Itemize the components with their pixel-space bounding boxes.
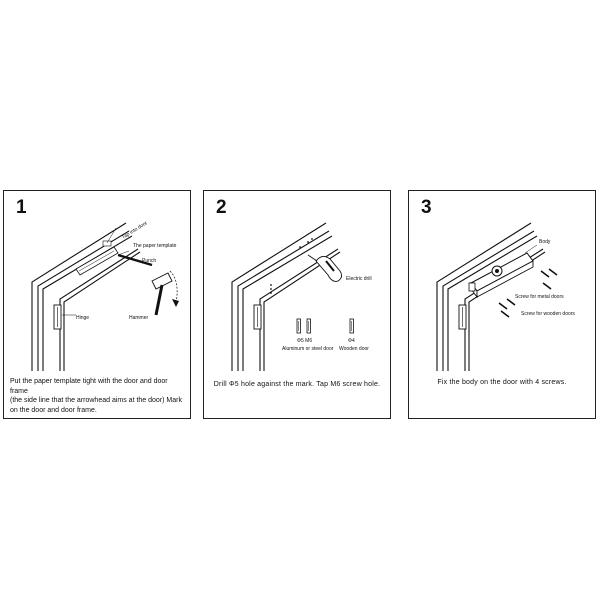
step-2-illustration (204, 191, 390, 371)
step-3-panel (408, 190, 596, 419)
step-number: 3 (421, 197, 432, 218)
step-2-panel (203, 190, 391, 419)
hammer-label: Hammer (129, 315, 149, 321)
metal-spec-label: Φ5 M6 (297, 338, 313, 344)
hinge-label: Hinge (76, 315, 90, 321)
body-label: Body (539, 239, 551, 245)
metal-screw-label: Screw for metal doors (515, 294, 564, 300)
wood-spec-label: Φ4 (348, 338, 355, 344)
tag-label: Tap into door (120, 220, 149, 241)
metal-screw-shape (297, 319, 311, 333)
step-1-panel (3, 190, 191, 419)
caption-line: Put the paper template tight with the door and door frame (10, 378, 168, 395)
closer-body-shape (469, 253, 533, 297)
electric-drill-shape (308, 255, 342, 281)
paper-template-label: The paper template (133, 243, 177, 249)
wood-screw-label: Screw for wooden doors (521, 311, 575, 317)
hammer-shape (152, 271, 179, 315)
metal-door-screws-shape (541, 269, 557, 289)
caption-line: (the side line that the arrowhead aims at the door) Mark (10, 397, 182, 405)
step-number: 2 (216, 197, 227, 218)
wood-door-screws-shape (499, 299, 515, 317)
punch-label: Punch (142, 258, 157, 264)
step-3-illustration (409, 191, 595, 371)
wood-door-label: Wooden door (339, 346, 369, 352)
step-1-caption (10, 377, 184, 415)
electric-drill-label: Electric drill (346, 276, 372, 282)
step-number: 1 (16, 197, 27, 218)
step-3-caption: Fix the body on the door with 4 screws. (437, 379, 567, 386)
metal-door-label: Aluminum or steel door (282, 346, 334, 352)
step-2-caption: Drill Φ5 hole against the mark. Tap M6 screw hole. (213, 381, 381, 388)
wood-screw-shape (350, 319, 354, 333)
caption-line: on the door and door frame. (10, 406, 97, 414)
step-1-illustration (4, 191, 190, 371)
